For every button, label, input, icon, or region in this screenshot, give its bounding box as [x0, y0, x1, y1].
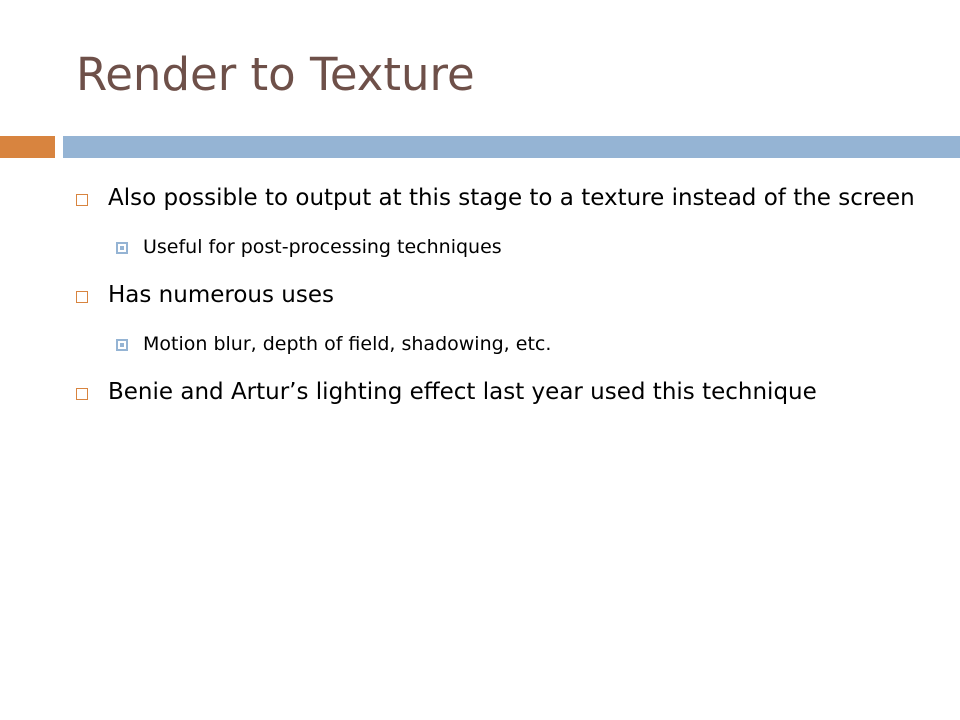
bullet-text: Also possible to output at this stage to a texture instead of the screen [108, 185, 915, 211]
bullet-item [76, 176, 926, 221]
filled-square-bullet-icon [116, 242, 128, 254]
bullet-text: Benie and Artur’s lighting effect last year used this technique [108, 379, 817, 405]
square-bullet-icon [76, 388, 88, 400]
sub-bullet-item [76, 318, 926, 370]
title-accent-bar [0, 136, 55, 158]
sub-bullet-text: Motion blur, depth of field, shadowing, etc. [143, 333, 552, 355]
bullet-item [76, 273, 926, 318]
sub-bullet-item [76, 221, 926, 273]
square-bullet-icon [76, 194, 88, 206]
slide-title: Render to Texture [76, 48, 475, 101]
bullet-list [76, 176, 926, 415]
bullet-item [76, 370, 926, 415]
sub-bullet-text: Useful for post-processing techniques [143, 236, 502, 258]
bullet-text: Has numerous uses [108, 282, 334, 308]
square-bullet-icon [76, 291, 88, 303]
filled-square-bullet-icon [116, 339, 128, 351]
title-divider-bar [63, 136, 960, 158]
